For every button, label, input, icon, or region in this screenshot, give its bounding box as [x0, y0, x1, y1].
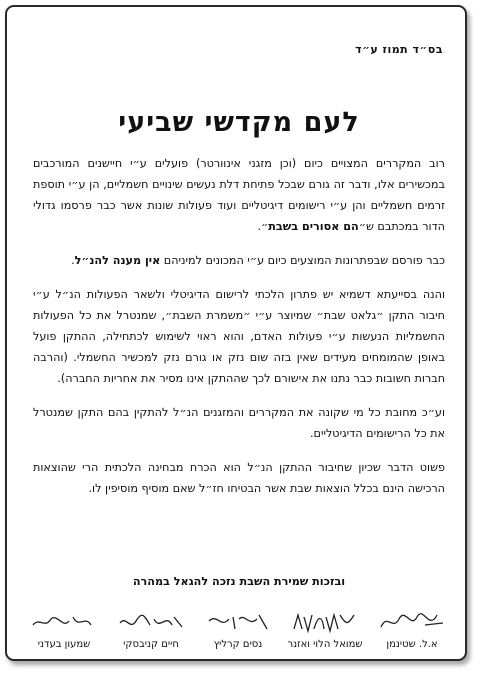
- handwritten-signature-image: [116, 609, 186, 635]
- signature-block: [29, 609, 99, 657]
- signatory-name: שמעון בעדני: [37, 639, 91, 650]
- signatory-name: א.ל. שטינמן: [386, 639, 438, 650]
- paragraph: כבר פורסם שבפתרונות המוצעים כיום ע״י המכונים למיניהם אין מענה להנ״ל.: [71, 254, 445, 267]
- handwritten-signature-image: [290, 609, 360, 635]
- handwritten-signature-image: [377, 609, 447, 635]
- signature-block: [116, 609, 186, 657]
- paragraph: והנה בסייעתא דשמיא יש פתרון הלכתי לרישום הדיגיטלי ולשאר הפעולות הנ״ל ע״י חיבור התקן ״גלאט שבת״ שמיוצר ע״י ״משמרת השבת״, שמנטרל את כל הפעולות החשמליות הנעשות ע״י פעולות האדם, והוא ראוי לשימוש לכתחילה, ההתקן פועל באופן שהמומחים מעידים שאין בזה שום נזק או גורם נזק למכשיר החשמלי. (והרבה חברות חשובות כבר נתנו את אישורם לכך שההתקן אינו מסיר את אחריות החברה).: [33, 288, 445, 385]
- signature-block: [377, 609, 447, 657]
- signature-block: [203, 609, 273, 657]
- handwritten-signature-image: [203, 609, 273, 635]
- paragraph: פשוט הדבר שכיון שחיבור ההתקן הנ״ל הוא הכרח מבחינה הלכתית הרי שהוצאות הרכישה הינם בכלל הוצאות שבת אשר הבטיחו חז״ל שאם מוסיף מוסיפין לו.: [33, 461, 445, 495]
- signature-block: [287, 609, 363, 657]
- paragraph: רוב המקררים המצויים כיום (וכן מזגני אינוורטר) פועלים ע״י חיישנים המורכבים במכשירים אלו, ודבר זה גורם שבכל פתיחת דלת נעשים שינויים חשמליים, הן ע״י תוספת זרמים חשמליים והן ע״י רישומים דיגיטליים ועוד פעולות שונות אשר כבר פרסמו גדולי הדור במכתבם ש״הם אסורים בשבת״.: [33, 157, 445, 233]
- page-title: לעם מקדשי שביעי: [118, 107, 360, 138]
- signatory-name: שמואל הלוי ואזנר: [287, 639, 363, 650]
- document-frame: [5, 5, 467, 661]
- signatures-row: [29, 609, 447, 657]
- letter-body: [33, 153, 445, 512]
- signatory-name: נסים קרליץ: [213, 639, 263, 650]
- paragraph: וע״כ מחובת כל מי שקונה את המקררים והמזגנים הנ״ל להתקין בהם התקן שמנטרל את כל הרישומים הדיגיטליים.: [33, 406, 445, 440]
- hebrew-date: בס״ד תמוז ע״ד: [355, 43, 443, 56]
- signatory-name: חיים קניבסקי: [123, 639, 179, 650]
- closing-line: ובזכות שמירת השבת נזכה להגאל במהרה: [132, 575, 346, 588]
- document-page: [21, 21, 457, 659]
- handwritten-signature-image: [29, 609, 99, 635]
